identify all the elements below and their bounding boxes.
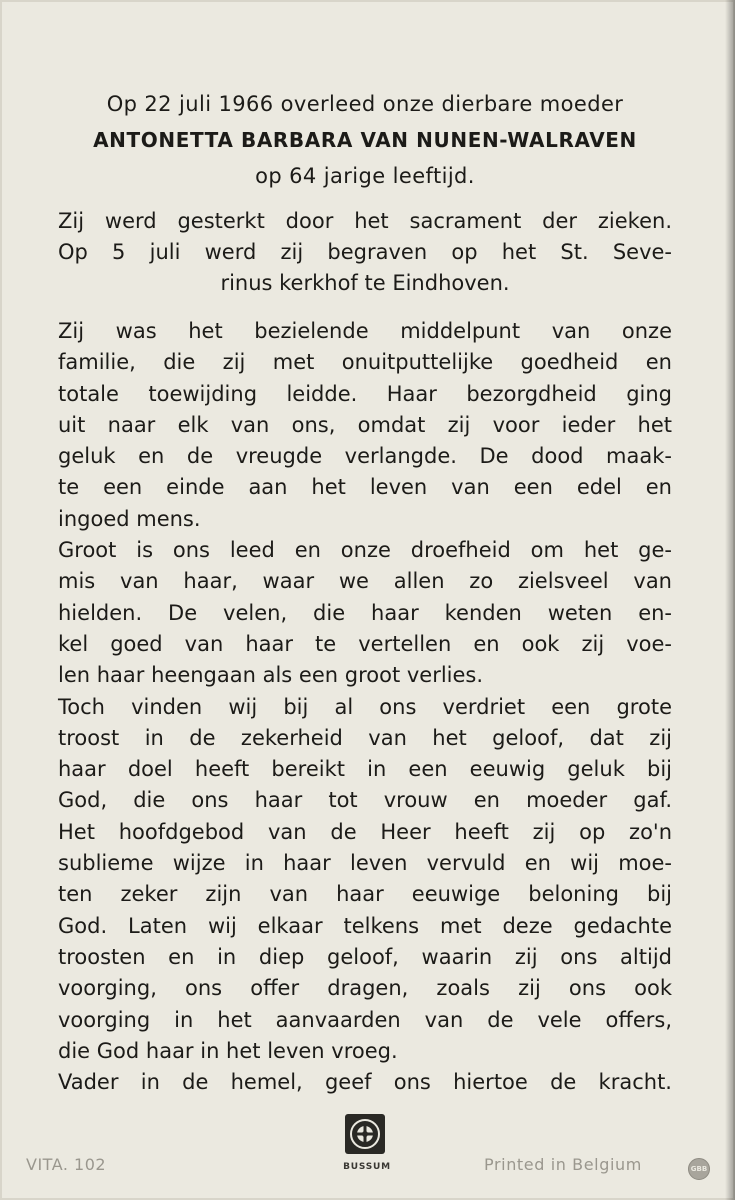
printed-in: Printed in Belgium [484, 1155, 642, 1174]
text-line: uit naar elk van ons, omdat zij voor ieder het [58, 412, 672, 437]
deceased-name: ANTONETTA BARBARA VAN NUNEN-WALRAVEN [93, 128, 637, 152]
text-line: mis van haar, waar we allen zo zielsveel van [58, 569, 672, 594]
card-code: VITA. 102 [26, 1155, 107, 1174]
death-announcement: Op 22 juli 1966 overleed onze dierbare moeder [106, 92, 624, 116]
intro-line: Zij werd gesterkt door het sacrament der zieken. [58, 209, 672, 233]
text-line: Het hoofdgebod van de Heer heeft zij op zo'n [58, 819, 672, 844]
intro-line: Op 5 juli werd zij begraven op het St. Seve- [58, 240, 672, 264]
memorial-text [58, 316, 672, 1098]
intro-paragraph [58, 206, 672, 299]
age-line: op 64 jarige leeftijd. [255, 164, 475, 188]
text-line: kel goed van haar te vertellen en ook zij voe- [58, 631, 672, 656]
text-line: te een einde aan het leven van een edel en [58, 475, 672, 500]
text-line: die God haar in het leven vroeg. [58, 1038, 398, 1063]
text-line: God. Laten wij elkaar telkens met deze gedachte [58, 913, 672, 938]
text-line: Vader in de hemel, geef ons hiertoe de kracht. [58, 1070, 672, 1095]
text-line: sublieme wijze in haar leven vervuld en wij moe- [58, 851, 672, 876]
text-line: Zij was het bezielende middelpunt van onze [58, 319, 672, 343]
text-line: ten zeker zijn van haar eeuwige beloning bij [58, 882, 672, 907]
text-line: troost in de zekerheid van het geloof, dat zij [58, 725, 672, 750]
text-line: Groot is ons leed en onze droefheid om het ge- [58, 538, 672, 563]
text-line: familie, die zij met onuitputtelijke goedheid en [58, 350, 672, 375]
text-line: troosten en in diep geloof, waarin zij ons altijd [58, 944, 672, 969]
text-line: hielden. De velen, die haar kenden weten en- [58, 600, 672, 625]
card-header [40, 86, 690, 194]
text-line: geluk en de vreugde verlangde. De dood maak- [58, 444, 672, 469]
text-line: len haar heengaan als een groot verlies. [58, 663, 484, 688]
printer-mark: GBB [688, 1158, 710, 1180]
text-line: haar doel heeft bereikt in een eeuwig geluk bij [58, 757, 672, 782]
text-line: ingoed mens. [58, 506, 201, 531]
text-line: Toch vinden wij bij al ons verdriet een grote [58, 694, 672, 719]
text-line: voorging, ons offer dragen, zoals zij ons ook [58, 976, 672, 1001]
text-line: totale toewijding leidde. Haar bezorgdheid ging [58, 381, 672, 406]
publisher-seal-icon [344, 1113, 390, 1159]
intro-line: rinus kerkhof te Eindhoven. [220, 271, 510, 295]
text-line: God, die ons haar tot vrouw en moeder gaf. [58, 788, 672, 813]
text-line: voorging in het aanvaarden van de vele offers, [58, 1007, 672, 1032]
publisher-name: BUSSUM [343, 1162, 391, 1172]
